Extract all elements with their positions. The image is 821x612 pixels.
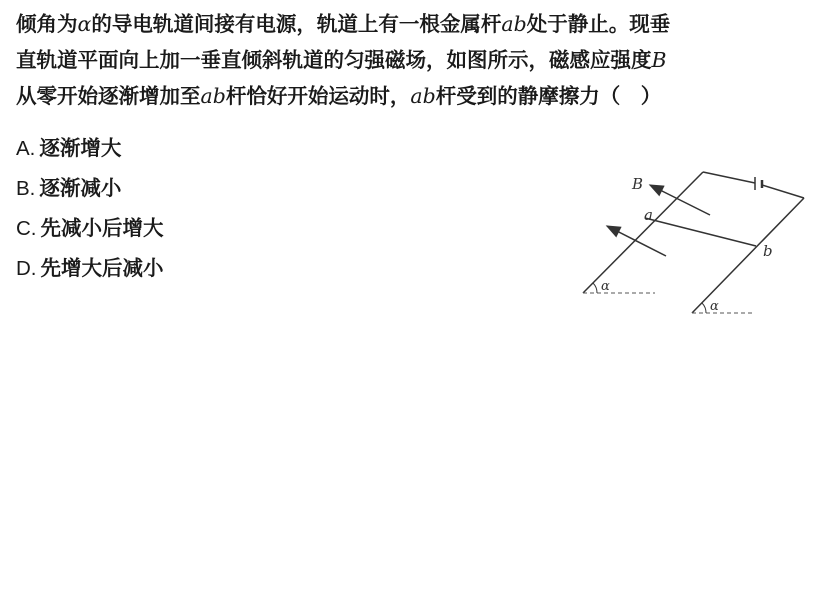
math-alpha: α	[77, 12, 92, 36]
option-b[interactable]	[16, 168, 164, 208]
option-letter: D.	[16, 257, 37, 280]
option-text: 逐渐减小	[39, 176, 122, 200]
right-rail	[692, 198, 804, 313]
angle-arc-right	[702, 303, 706, 313]
math-B: B	[651, 48, 667, 72]
math-ab: ab	[501, 12, 527, 36]
math-ab: ab	[410, 84, 436, 108]
question-text: 杆受到的静摩擦力（ ）	[435, 84, 662, 108]
question-text: 直轨道平面向上加一垂直倾斜轨道的匀强磁场，如图所示，磁感应强度	[16, 48, 652, 72]
question-text: 杆恰好开始运动时，	[225, 84, 411, 108]
question-stem	[16, 6, 808, 114]
b-field-arrow-lower	[607, 226, 666, 256]
label-alpha-left: α	[601, 279, 610, 294]
option-text: 先减小后增大	[40, 216, 164, 240]
b-field-arrow-upper	[650, 185, 710, 215]
wire-top-right	[762, 185, 804, 198]
question-text: 处于静止。现垂	[526, 12, 671, 36]
answer-options	[16, 128, 164, 288]
option-text: 先增大后减小	[40, 256, 164, 280]
label-b: b	[763, 242, 773, 260]
angle-arc-left	[593, 283, 597, 293]
question-line-3	[16, 78, 808, 114]
label-alpha-right: α	[710, 299, 719, 314]
question-text: 的导电轨道间接有电源，轨道上有一根金属杆	[91, 12, 502, 36]
label-B: B	[632, 175, 644, 193]
option-letter: B.	[16, 177, 36, 200]
question-line-1	[16, 6, 808, 42]
question-text: 倾角为	[16, 12, 78, 36]
option-text: 逐渐增大	[39, 136, 122, 160]
option-c[interactable]	[16, 208, 164, 248]
wire-top-left	[703, 172, 755, 183]
metal-rod-ab	[645, 218, 756, 246]
option-a[interactable]	[16, 128, 164, 168]
rail-diagram	[575, 160, 815, 325]
option-letter: C.	[16, 217, 37, 240]
question-text: 从零开始逐渐增加至	[16, 84, 201, 108]
math-ab: ab	[200, 84, 226, 108]
option-d[interactable]	[16, 248, 164, 288]
question-line-2	[16, 42, 808, 78]
option-letter: A.	[16, 137, 36, 160]
label-a: a	[644, 206, 653, 224]
rail-diagram-svg	[575, 160, 815, 325]
